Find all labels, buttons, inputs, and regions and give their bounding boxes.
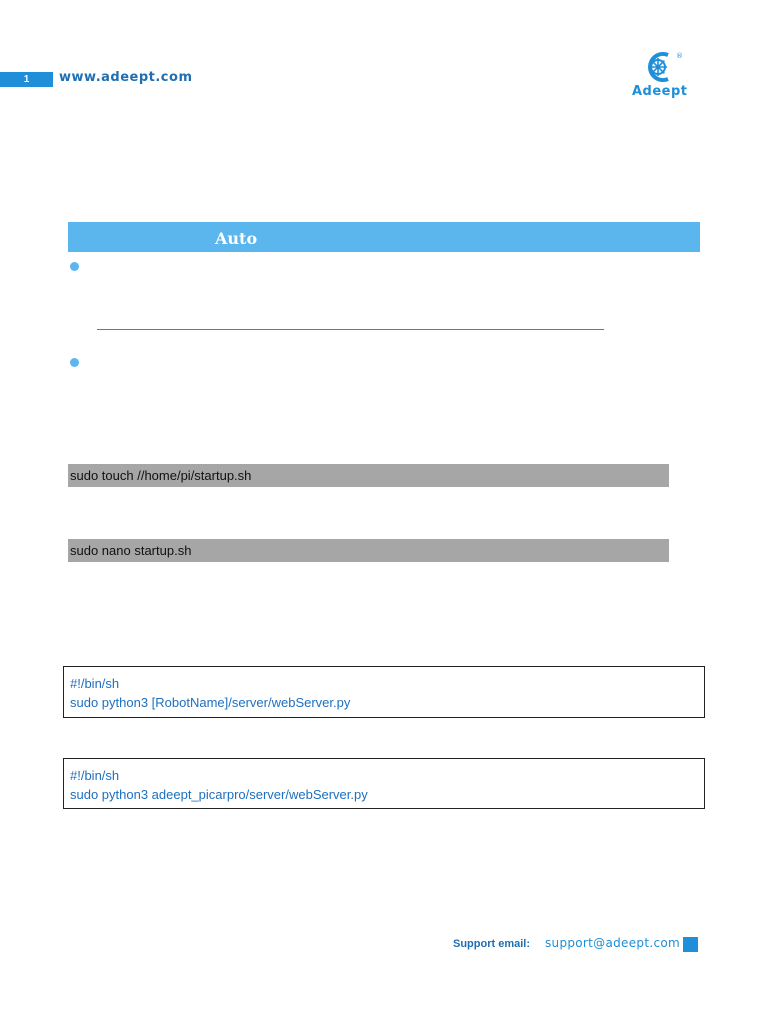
bullet-dot xyxy=(70,262,79,271)
section-header-bar xyxy=(68,222,700,252)
wheel-logo-icon xyxy=(640,50,684,84)
page-number-badge: 1 xyxy=(0,72,53,87)
code-block-generic xyxy=(63,666,705,718)
bullet-dot xyxy=(70,358,79,367)
code-line: #!/bin/sh xyxy=(70,676,120,691)
adeept-logo xyxy=(628,50,694,104)
support-email-link[interactable]: support@adeept.com xyxy=(545,936,680,950)
code-line: sudo python3 [RobotName]/server/webServer.py xyxy=(70,695,351,710)
corner-decoration xyxy=(683,937,698,952)
code-line: #!/bin/sh xyxy=(70,768,120,783)
section-title: Auto xyxy=(215,229,258,248)
code-line: sudo python3 adeept_picarpro/server/webServer.py xyxy=(70,787,368,802)
code-block-picarpro xyxy=(63,758,705,809)
brand-name: Adeept xyxy=(632,84,688,99)
command-touch-startup: sudo touch //home/pi/startup.sh xyxy=(68,464,669,487)
registered-mark: ® xyxy=(676,52,683,60)
link-underline[interactable] xyxy=(97,329,604,330)
site-url[interactable]: www.adeept.com xyxy=(59,70,193,85)
support-email-label: Support email: xyxy=(453,938,531,950)
command-nano-startup: sudo nano startup.sh xyxy=(68,539,669,562)
